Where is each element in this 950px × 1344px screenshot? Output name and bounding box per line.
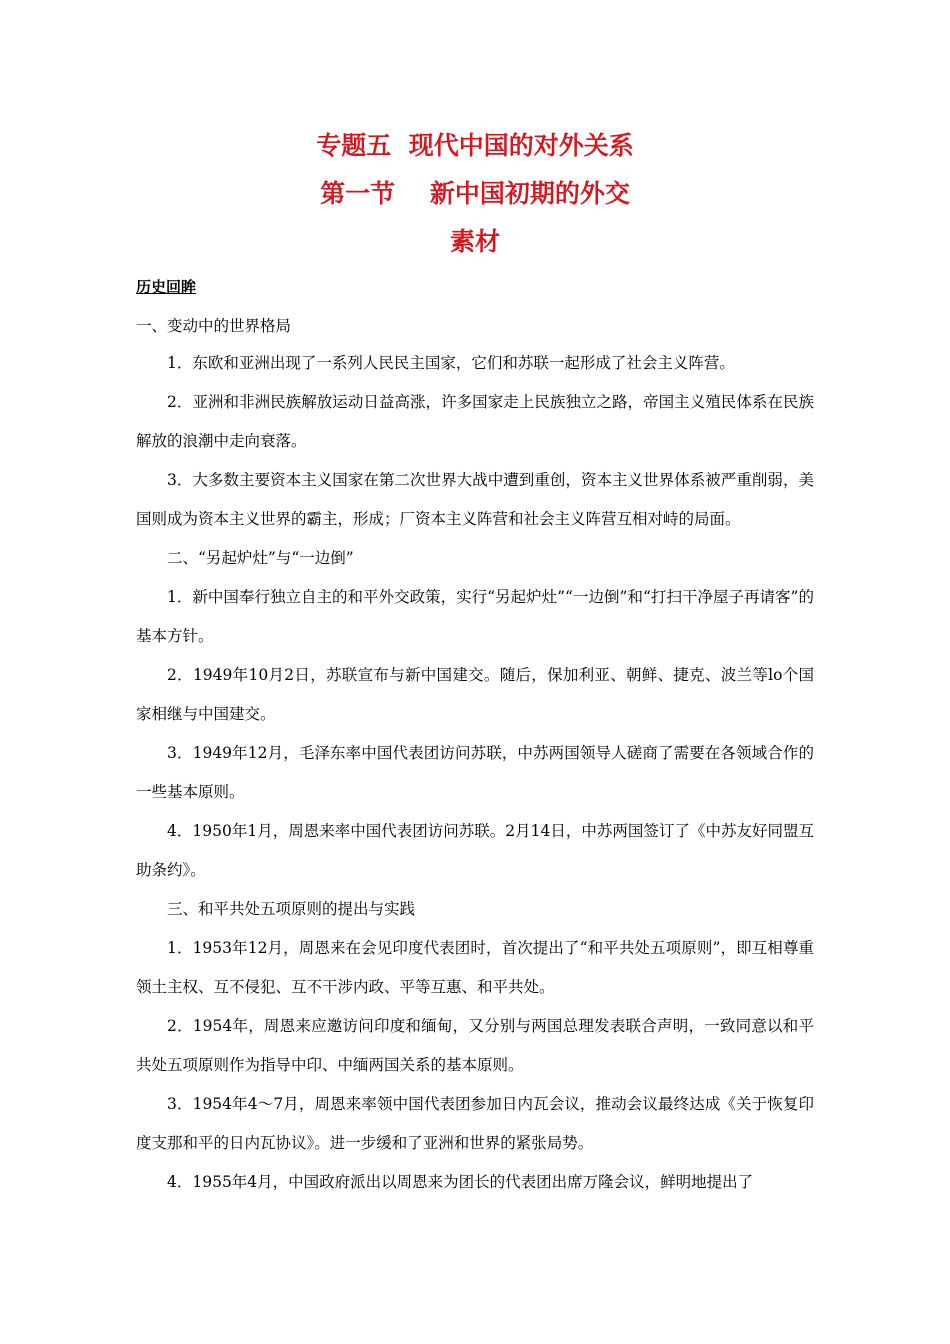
paragraph: 2．亚洲和非洲民族解放运动日益高涨，许多国家走上民族独立之路，帝国主义殖民体系在民族解放的浪潮中走向衰落。 <box>136 393 814 450</box>
section-title: 第一节 新中国初期的外交 <box>320 179 630 208</box>
paragraph: 3．大多数主要资本主义国家在第二次世界大战中遭到重创，资本主义世界体系被严重削弱，美国则成为资本主义世界的霸主，形成；厂资本主义阵营和社会主义阵营互相对峙的局面。 <box>136 471 814 528</box>
paragraph: 3．1949年12月，毛泽东率中国代表团访问苏联，中苏两国领导人磋商了需要在各领域合作的一些基本原则。 <box>136 744 814 801</box>
section-heading-3: 三、和平共处五项原则的提出与实践 <box>167 900 416 918</box>
document-body <box>136 272 814 1202</box>
paragraph: 3．1954年4～7月，周恩来率领中国代表团参加日内瓦会议，推动会议最终达成《关于恢复印度支那和平的日内瓦协议》。进一步缓和了亚洲和世界的紧张局势。 <box>136 1095 814 1152</box>
section-heading-2: 二、“另起炉灶”与“一边倒” <box>167 549 354 567</box>
main-title: 专题五 现代中国的对外关系 <box>316 131 634 160</box>
title-block <box>0 133 950 277</box>
paragraph: 1．1953年12月，周恩来在会见印度代表团时，首次提出了“和平共处五项原则”，即互相尊重领土主权、互不侵犯、互不干涉内政、平等互惠、和平共处。 <box>136 939 814 996</box>
paragraph: 2．1954年，周恩来应邀访问印度和缅甸，又分别与两国总理发表联合声明，一致同意以和平共处五项原则作为指导中印、中缅两国关系的基本原则。 <box>136 1017 814 1074</box>
paragraph: 4．1950年1月，周恩来率中国代表团访问苏联。2月14日，中苏两国签订了《中苏友好同盟互助条约》。 <box>136 822 814 879</box>
section-heading-1: 一、变动中的世界格局 <box>136 317 292 335</box>
paragraph: 1．新中国奉行独立自主的和平外交政策，实行“另起炉灶”“一边倒”和“打扫干净屋子再请客”的基本方针。 <box>136 588 814 645</box>
paragraph: 2．1949年10月2日，苏联宣布与新中国建交。随后，保加利亚、朝鲜、捷克、波兰等lo个国家相继与中国建交。 <box>136 666 814 723</box>
history-review-heading: 历史回眸 <box>136 278 197 296</box>
material-title: 素材 <box>449 227 500 256</box>
paragraph: 4．1955年4月，中国政府派出以周恩来为团长的代表团出席万隆会议，鲜明地提出了 <box>167 1173 754 1191</box>
paragraph: 1．东欧和亚洲出现了一系列人民民主国家，它们和苏联一起形成了社会主义阵营。 <box>167 354 735 372</box>
